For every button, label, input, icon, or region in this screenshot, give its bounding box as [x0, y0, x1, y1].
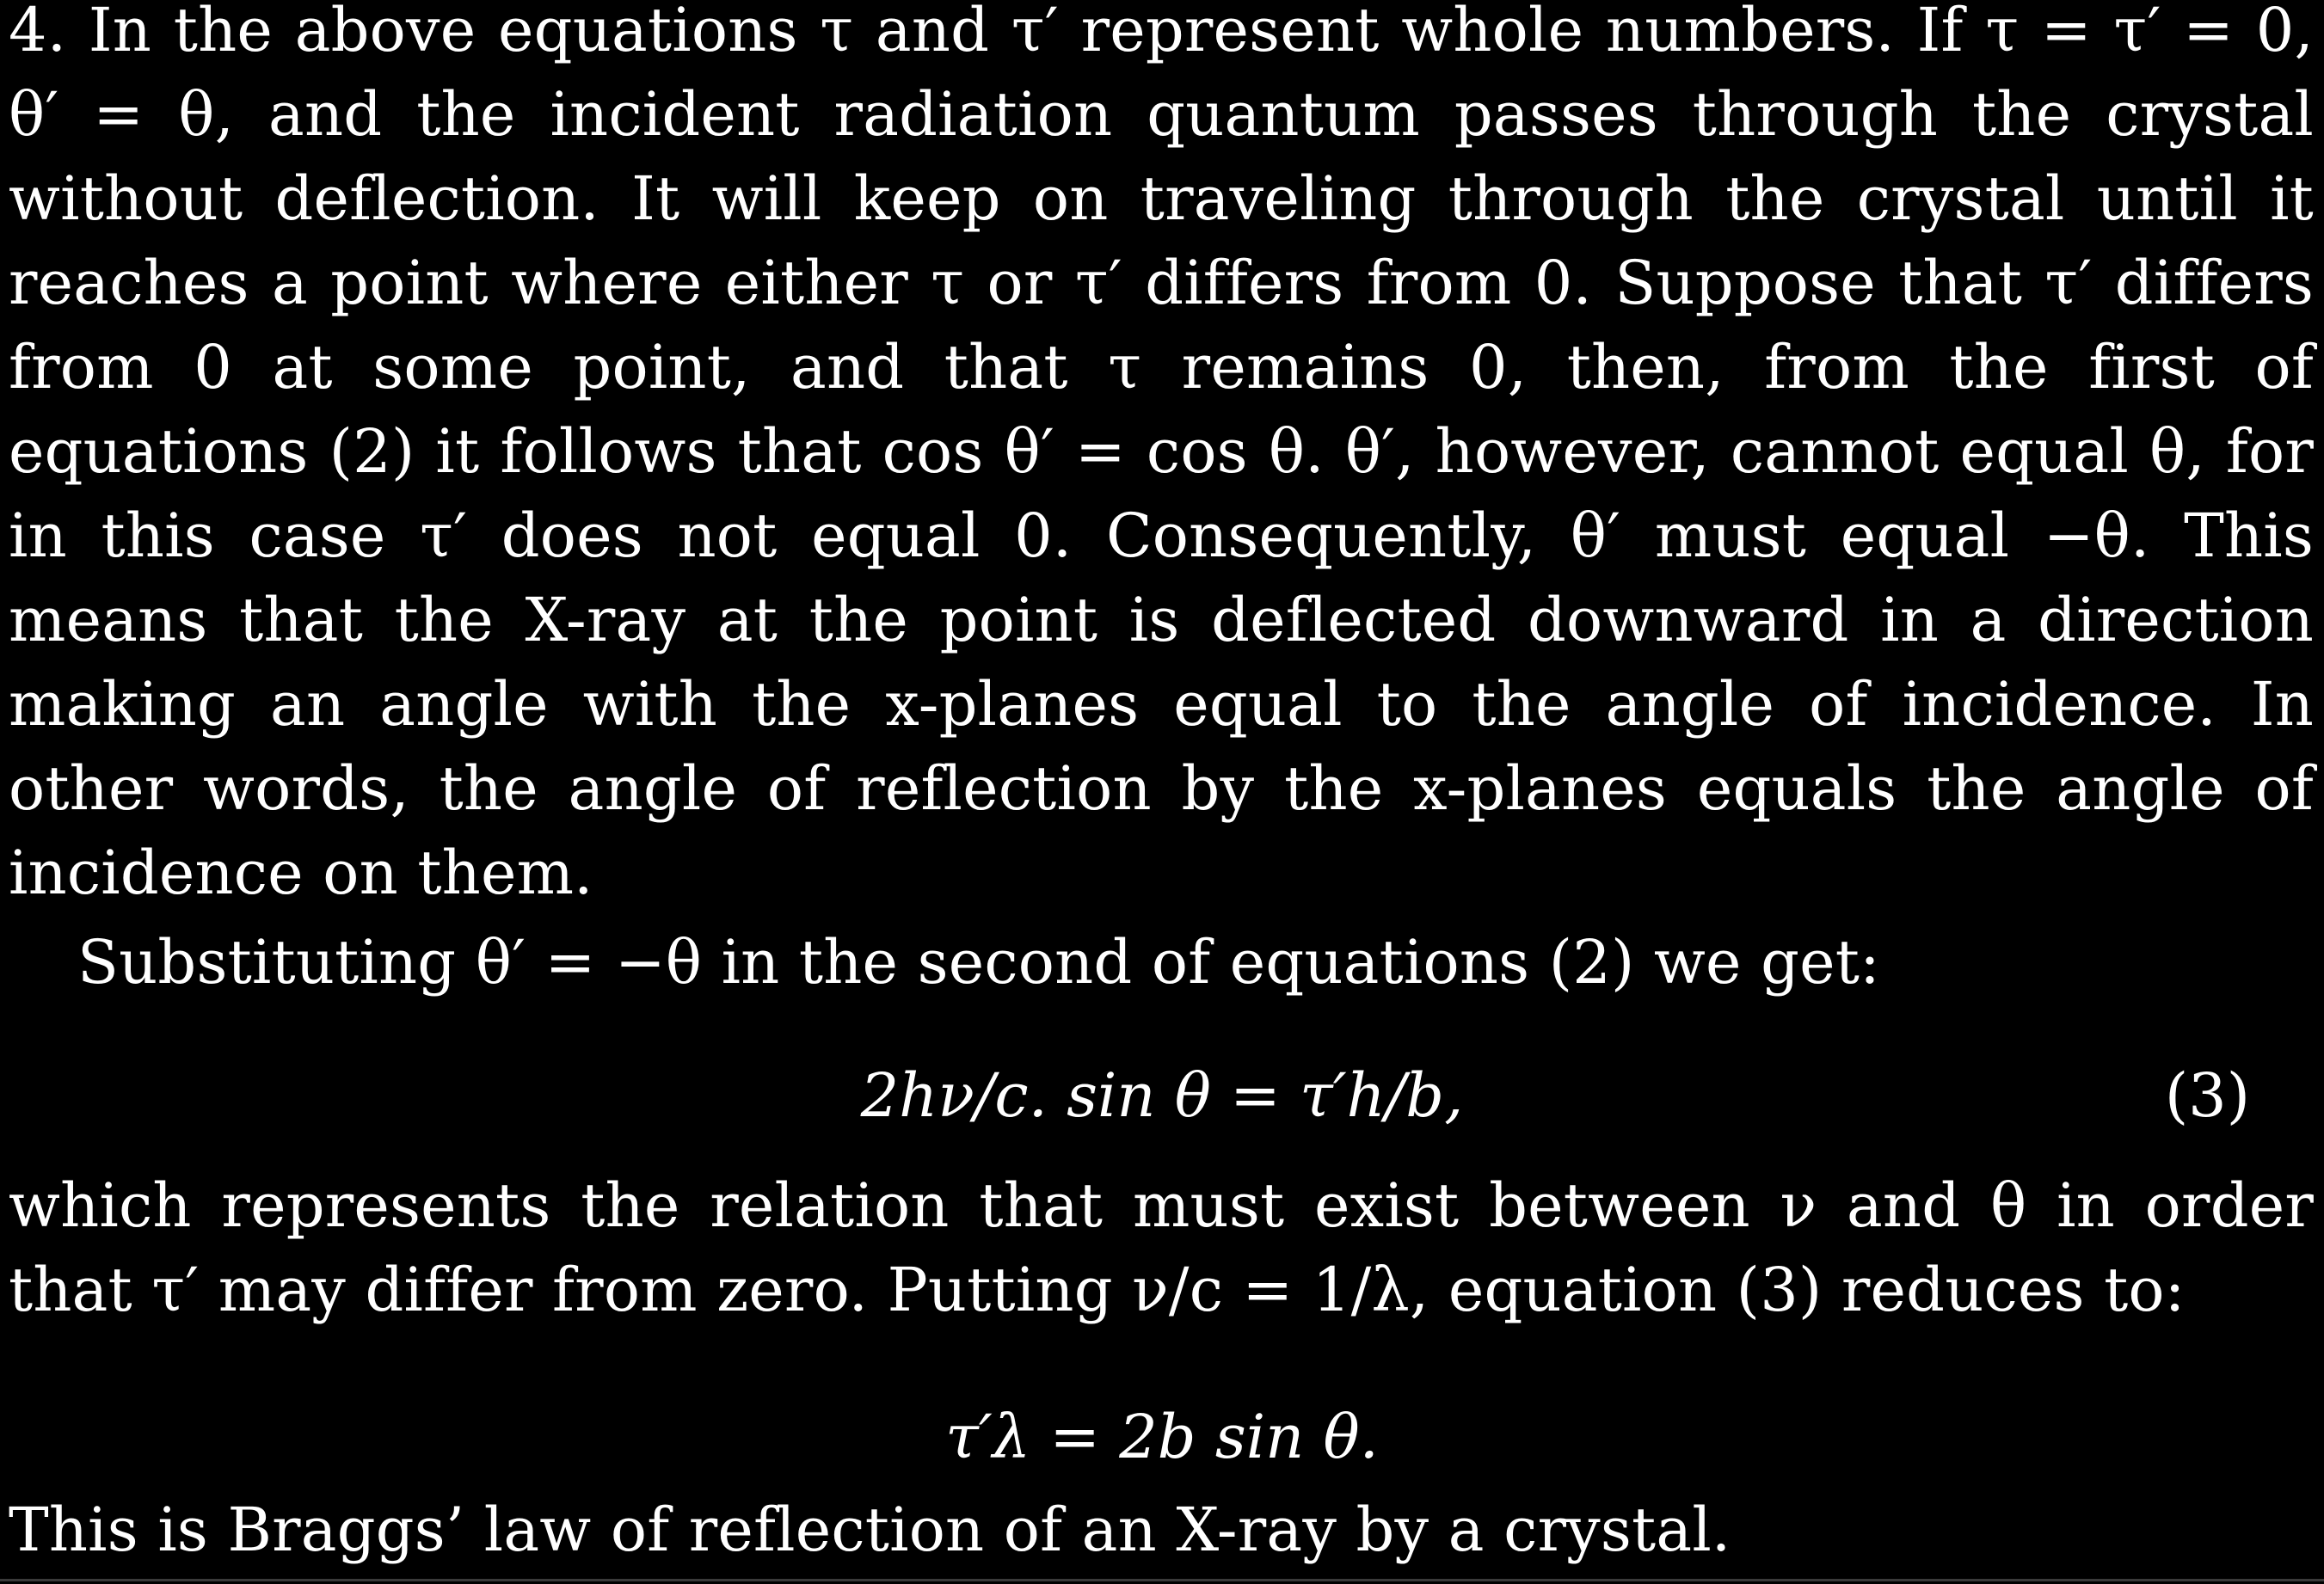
- relation-explanation-text: which represents the relation that must exist between ν and θ in order that τ′ may differ from zero. Putting ν/c = 1/λ, equation (3) reduces to:: [9, 1170, 2314, 1325]
- paragraph-4-text: 4. In the above equations τ and τ′ represent whole numbers. If τ = τ′ = 0, θ′ = θ, and the incident radiation quantum passes through the crystal without deflection. It will keep on traveling through the crystal until it reaches a point where either τ or τ′ differs from 0. Suppose that τ′ differs from 0 at some point, and that τ remains 0, then, from the first of equations (2) it follows that cos θ′ = cos θ. θ′, however, cannot equal θ, for in this case τ′ does not equal 0. Consequently, θ′ must equal −θ. This means that the X-ray at the point is deflected downward in a direction making an angle with the x-planes equal to the angle of incidence. In other words, the angle of reflection by the x-planes equals the angle of incidence on them.: [9, 0, 2314, 908]
- equation-3-number: (3): [2164, 1060, 2250, 1131]
- bragg-law-equation: τ′λ = 2b sin θ.: [945, 1402, 1379, 1472]
- bragg-law-sentence: This is Braggs’ law of reflection of an X-ray by a crystal.: [9, 1495, 1731, 1565]
- equation-3: 2hν/c. sin θ = τ′h/b,: [860, 1060, 1464, 1131]
- substitution-sentence: Substituting θ′ = −θ in the second of equations (2) we get:: [77, 927, 1880, 998]
- bottom-rule: [0, 1579, 2324, 1581]
